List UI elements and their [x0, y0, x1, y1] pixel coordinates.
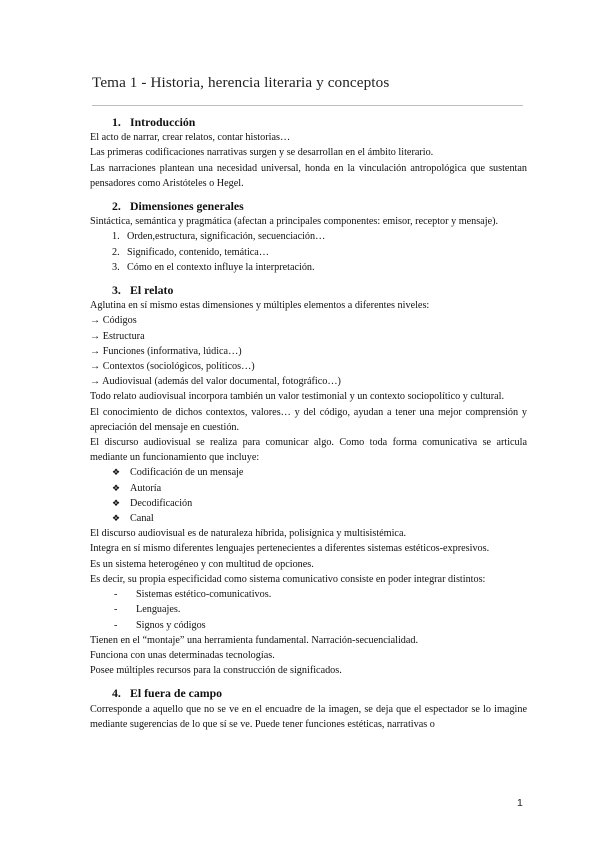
paragraph: Las narraciones plantean una necesidad universal, honda en la vinculación antropológica que sustentan pensadores como Aristóteles o Hegel. — [90, 162, 527, 189]
dash-bullet-icon: - — [114, 619, 118, 631]
list-item: ❖ Canal — [90, 511, 527, 526]
list-item: - Sistemas estético-comunicativos. — [90, 587, 527, 602]
list-item: ❖ Codificación de un mensaje — [90, 465, 527, 480]
document-body — [90, 115, 527, 732]
paragraph: Todo relato audiovisual incorpora también un valor testimonial y un contexto sociopolítico y cultural. — [90, 391, 505, 403]
list-item: 1. Orden,estructura, significación, secuenciación… — [112, 231, 326, 243]
diamond-bullet-icon: ❖ — [112, 497, 121, 508]
list-item: 2. Significado, contenido, temática… — [112, 246, 270, 258]
paragraph: Sintáctica, semántica y pragmática (afectan a principales componentes: emisor, receptor y mensaje). — [90, 216, 499, 228]
paragraph: Corresponde a aquello que no se ve en el encuadre de la imagen, se deja que el espectador se lo imagine mediante sugerencias de lo que sí se ve. Puede tener funciones estéticas, narrativas o — [90, 703, 527, 730]
paragraph: Es decir, su propia especificidad como sistema comunicativo consiste en poder integrar distintos: — [90, 573, 486, 585]
arrow-list-item: → Funciones (informativa, lúdica…) — [90, 345, 242, 357]
paragraph: El conocimiento de dichos contextos, valores… y del código, ayudan a tener una mejor comprensión y apreciación del mensaje en cuestión. — [90, 406, 527, 433]
list-item: ❖ Autoría — [90, 481, 527, 496]
dash-list — [90, 587, 527, 633]
dash-bullet-icon: - — [114, 604, 118, 616]
paragraph: Tienen en el “montaje” una herramienta fundamental. Narración-secuencialidad. — [90, 634, 419, 646]
paragraph: El discurso audiovisual es de naturaleza híbrida, polisígnica y multisistémica. — [90, 528, 407, 540]
list-item: - Lenguajes. — [90, 602, 527, 617]
paragraph: Integra en sí mismo diferentes lenguajes pertenecientes a diferentes sistemas estéticos-expresivos. — [90, 543, 490, 555]
dash-bullet-icon: - — [114, 589, 118, 601]
section-heading-el-relato: 3. El relato — [112, 283, 174, 298]
paragraph: Aglutina en sí mismo estas dimensiones y múltiples elementos a diferentes niveles: — [90, 300, 430, 312]
numbered-list — [90, 229, 527, 275]
page-number: 1 — [517, 797, 523, 809]
section-heading-introduccion: 1. Introducción — [112, 115, 196, 129]
title-divider — [92, 105, 523, 106]
diamond-bullet-list — [90, 465, 527, 526]
paragraph: El discurso audiovisual se realiza para comunicar algo. Como toda forma comunicativa se articula mediante un funcionamiento que incluye: — [90, 437, 527, 464]
document-title: Tema 1 - Historia, herencia literaria y conceptos — [92, 74, 390, 91]
diamond-bullet-icon: ❖ — [112, 513, 121, 524]
arrow-list-item: → Estructura — [90, 330, 145, 342]
paragraph: Posee múltiples recursos para la construcción de significados. — [90, 665, 342, 677]
arrow-list-item: → Contextos (sociológicos, políticos…) — [90, 361, 255, 373]
paragraph: Es un sistema heterogéneo y con multitud de opciones. — [90, 558, 314, 570]
diamond-bullet-icon: ❖ — [112, 482, 121, 493]
paragraph: El acto de narrar, crear relatos, contar historias… — [90, 132, 291, 144]
list-item: ❖ Decodificación — [90, 496, 527, 511]
arrow-list-item: → Audiovisual (además del valor documental, fotográfico…) — [90, 376, 341, 388]
arrow-list-item: → Códigos — [90, 315, 137, 327]
list-item: 3. Cómo en el contexto influye la interpretación. — [112, 261, 315, 273]
paragraph: Funciona con unas determinadas tecnologías. — [90, 649, 275, 661]
section-heading-dimensiones: 2. Dimensiones generales — [112, 199, 244, 214]
diamond-bullet-icon: ❖ — [112, 467, 121, 478]
list-item: - Signos y códigos — [90, 618, 527, 633]
paragraph: Las primeras codificaciones narrativas surgen y se desarrollan en el ámbito literario. — [90, 147, 434, 159]
section-heading-fuera-de-campo: 4. El fuera de campo — [112, 686, 223, 701]
